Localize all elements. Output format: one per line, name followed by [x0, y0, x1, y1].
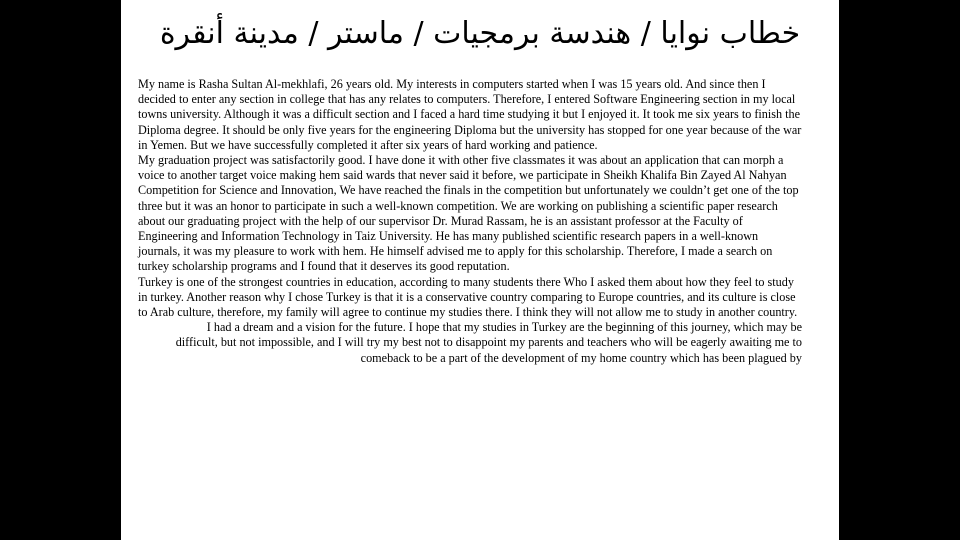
paragraph-future-vision: I had a dream and a vision for the future. I hope that my studies in Turkey are the beginning of this journey, which may be difficult, but not impossible, and I will try my best not to disappoint my parents and teachers who will be eagerly awaiting me to comeback to be a part of the development of my home country which has been plagued by — [175, 320, 802, 365]
letter-body — [138, 77, 802, 366]
letter-title: خطاب نوايا / هندسة برمجيات / ماستر / مدينة أنقرة — [159, 16, 801, 51]
paragraph-graduation-project: My graduation project was satisfactorily good. I have done it with other five classmates it was about an application that can morph a voice to another target voice making hem said wards that never said it before, we participate in Sheikh Khalifa Bin Zayed Al Nahyan Competition for Science and Innovation, We have reached the finals in the competition but unfortunately we couldn’t get one of the top three but it was an honor to participate in such a well-known competition. We are working on publishing a scientific paper research about our graduating project with the help of our supervisor Dr. Murad Rassam, he is an assistant professor at the Faculty of Engineering and Information Technology in Taiz University. He has many published scientific research papers in a well-known journals, it was my pleasure to work with hem. He himself advised me to apply for this scholarship. Therefore, I made a search on turkey scholarship programs and I found that it deserves its good reputation. — [138, 153, 799, 274]
paragraph-why-turkey: Turkey is one of the strongest countries in education, according to many students there Who I asked them about how they feel to study in turkey. Another reason why I chose Turkey is that it is a conservative country comparing to Europe countries, and its culture is close to Arab culture, therefore, my family will agree to continue my studies there. I think they will not allow me to study in another country. — [138, 274, 798, 320]
paragraph-introduction: My name is Rasha Sultan Al-mekhlafi, 26 years old. My interests in computers started when I was 15 years old. And since then I decided to enter any section in college that has any relates to computers. Therefore, I entered Software Engineering section in my local towns university. Although it was a difficult section and I faced a hard time studying it but I enjoyed it. It took me six years to finish the Diploma degree. It should be only five years for the engineering Diploma but the university has stopped for one year because of the war in Yemen. But we have successfully completed it after six years of hard working and patience. — [138, 77, 802, 152]
document-page — [121, 0, 839, 540]
